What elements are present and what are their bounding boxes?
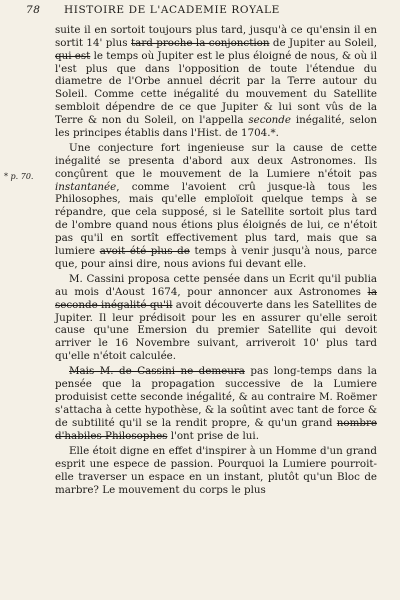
margin-note: * p. 70. (4, 172, 34, 181)
struck-text: la seconde inégalité qu'il (55, 285, 377, 311)
text-run: temps à venir jusqu'à nous, parce que, pour ainsi dire, nous avions fui devant elle. (55, 244, 377, 270)
text-run: suite il en sortoit toujours plus tard, jusqu'à ce qu'ensin il en sortit 14' plus (55, 24, 377, 49)
text-run: Elle étoit digne en effet d'inspirer à un Homme d'un grand esprit une espece de passion. Pourquoi la Lumiere pourroit-elle traverser un espace en un instant, plutôt qu'un Bloc de marbre? Le mouvement du corps le plus (55, 445, 377, 496)
struck-text: avoit été plus de (99, 244, 190, 257)
text-run: pas long-temps dans la pensée que la propagation successive de la Lumiere produisist cette seconde inégalité, & au contraire M. Roëmer s'attacha à cette hypothèse, & la soûtint avec tant de force & de subtilité qu'il se la rendit propre, & qu'un grand (55, 365, 377, 429)
italic-text: seconde (248, 113, 291, 126)
paragraph (55, 273, 377, 363)
paragraph (55, 24, 377, 140)
running-title: HISTOIRE DE L'ACADEMIE ROYALE (64, 4, 280, 16)
text-run: de Jupiter au Soleil, (269, 36, 377, 49)
text-run: M. Cassini proposa cette pensée dans un Ecrit qu'il publia au mois d'Aoust 1674, pour annoncer aux Astronomes (55, 273, 377, 298)
text-run: inégalité, selon les principes établis dans l'Hist. de 1704.*. (55, 113, 377, 139)
text-body (55, 24, 377, 496)
text-run: le temps où Jupiter est le plus éloigné de nous, & où il l'est plus que dans l'opposition de toute l'étendue du diametre de l'Orbe annuel décrit par la Terre autour du Soleil. Comme cette inégalité du mouvement du Satellite sembloit dépendre de ce que Jupiter & lui sont vûs de la Terre & non du Soleil, on l'appella (55, 49, 377, 126)
page-number: 78 (26, 4, 41, 16)
paragraph (55, 142, 377, 270)
struck-text: tard proche la conjonction (131, 36, 270, 49)
text-run: , comme l'avoient crû jusque-là tous les Philosophes, mais qu'elle emploïoit quelque temps à se répandre, que cela supposé, si le Satellite sortoit plus tard de l'ombre quand nous étions plus éloignés de lui, ce n'étoit pas qu'il en sortît effectivement plus tard, mais que sa lumiere (55, 180, 377, 257)
text-run: avoit découverte dans les Satellites de Jupiter. Il leur prédisoit pour les en assurer qu'elle seroit cause qu'une Emersion du premier Satellite qui devoit arriver le 16 Novembre suivant, arriveroit 10' plus tard qu'elle n'étoit calculée. (55, 298, 377, 363)
struck-text: nombre d'habiles Philosophes (55, 416, 377, 442)
italic-text: instantanée (55, 180, 117, 193)
paragraph (55, 365, 377, 442)
text-run: Une conjecture fort ingenieuse sur la cause de cette inégalité se presenta d'abord aux deux Astronomes. Ils conçûrent que le mouvement de la Lumiere n'étoit pas (55, 142, 377, 180)
text-run: l'ont prise de lui. (167, 429, 259, 442)
paragraph (55, 445, 377, 496)
running-header (22, 4, 378, 20)
struck-text: qui est (55, 49, 91, 62)
struck-text: Mais M. de Cassini ne demeura (69, 365, 245, 378)
